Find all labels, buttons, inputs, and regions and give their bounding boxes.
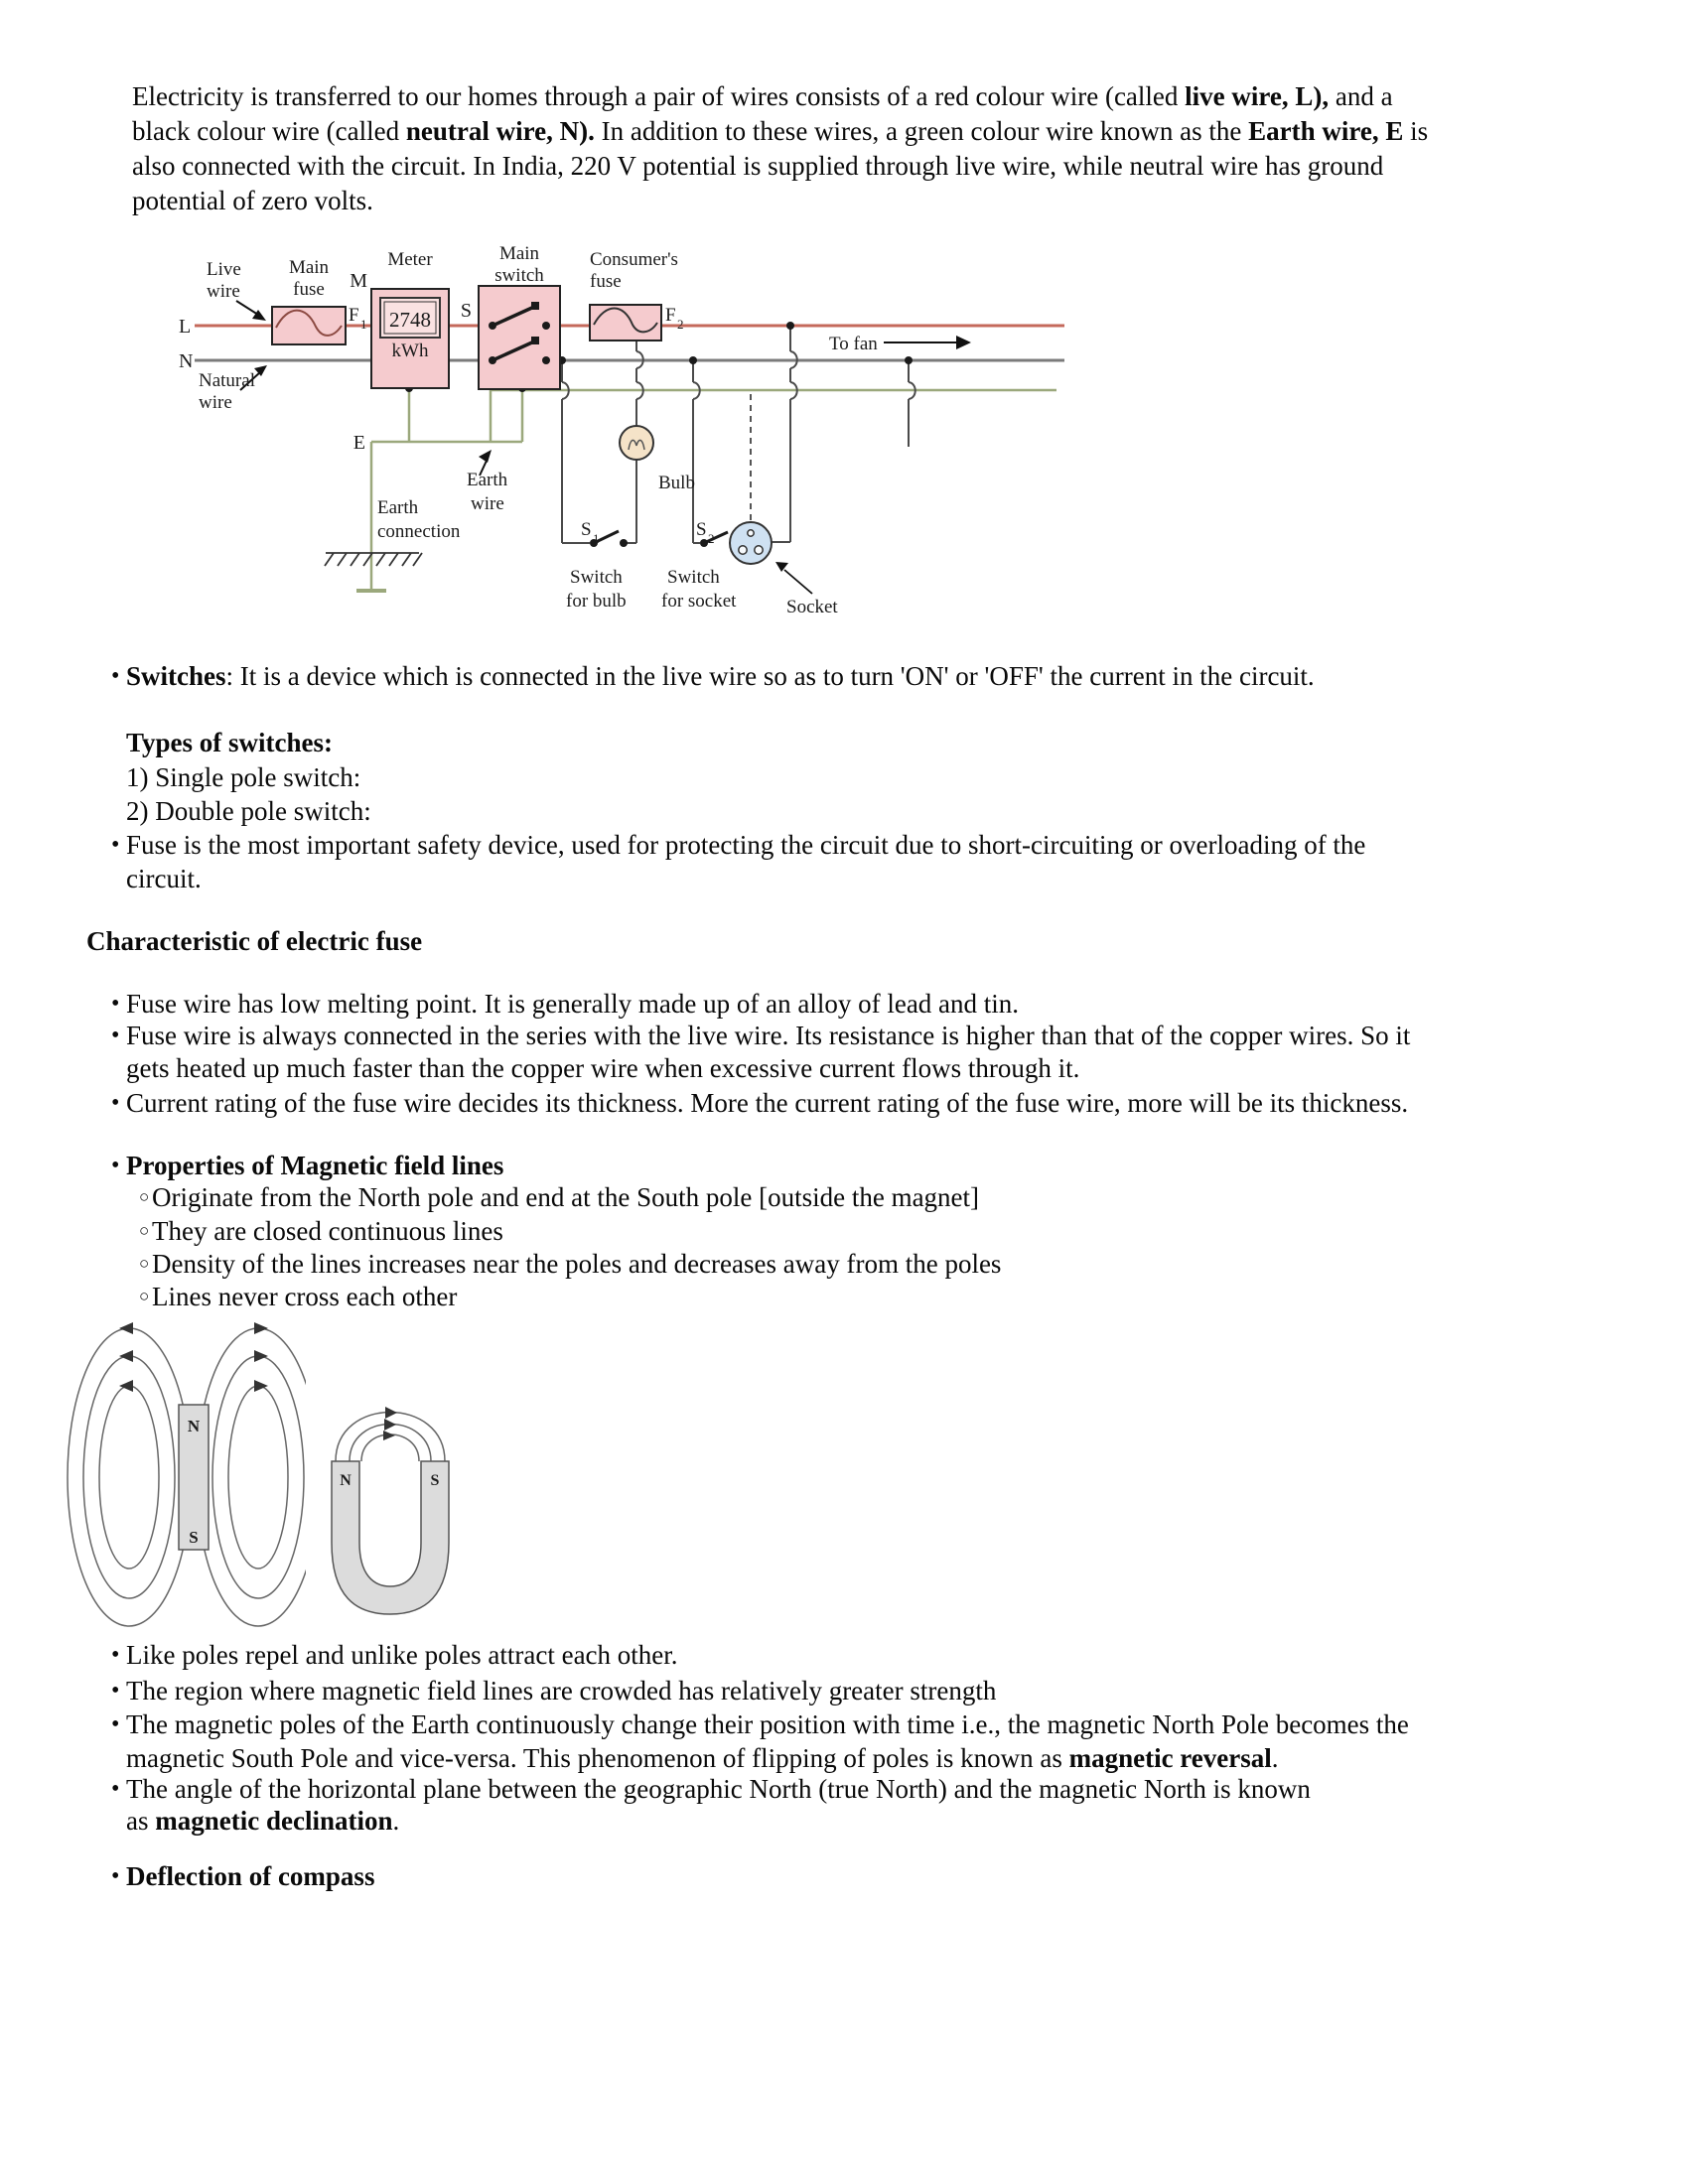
to-fan-label: To fan bbox=[829, 334, 878, 354]
bullet-dot-icon: • bbox=[111, 832, 120, 858]
m-label: M bbox=[350, 270, 367, 292]
consumer-fuse-label: Consumer's bbox=[590, 249, 678, 270]
bullet-fuse-point bbox=[111, 1086, 1408, 1120]
n-label: N bbox=[179, 350, 194, 372]
bulb-icon bbox=[620, 426, 653, 460]
bullet-magnet-point bbox=[111, 1674, 996, 1707]
sub-bullet-property bbox=[139, 1214, 503, 1248]
natural-wire-label: Natural bbox=[199, 370, 255, 391]
bar-magnet-south-label: S bbox=[189, 1528, 199, 1547]
l-label: L bbox=[179, 316, 192, 338]
earth-ground-hatching bbox=[325, 553, 422, 566]
switch-for-bulb-label: Switch bbox=[570, 567, 623, 588]
live-wire-label: Live bbox=[207, 259, 241, 280]
bullet-magnet-point bbox=[111, 1707, 1409, 1775]
switch-for-socket-label-2: for socket bbox=[661, 591, 737, 612]
earth-wire-label-2: wire bbox=[471, 493, 504, 514]
switch-for-socket-label: Switch bbox=[667, 567, 720, 588]
fuse-section-heading: Characteristic of electric fuse bbox=[86, 926, 423, 956]
bullet-fuse-point bbox=[111, 987, 1019, 1021]
bullet-switches-text: Switches: It is a device which is connected in the live wire so as to turn 'ON' or 'OFF' the current in the circuit. bbox=[126, 661, 1315, 691]
sub-bullet-property bbox=[139, 1280, 457, 1313]
main-fuse-label: Main bbox=[288, 257, 330, 278]
fuse-point-text: Current rating of the fuse wire decides its thickness. More the current rating of the fuse wire, more will be its thickness. bbox=[126, 1088, 1409, 1118]
main-switch-label-2: switch bbox=[494, 265, 544, 286]
bullet-fuse-point bbox=[111, 1020, 1410, 1085]
bullet-dot-icon: • bbox=[111, 1863, 120, 1889]
switch-for-bulb-label-2: for bulb bbox=[566, 591, 627, 612]
property-text: Originate from the North pole and end at the South pole [outside the magnet] bbox=[152, 1182, 980, 1212]
property-text: Density of the lines increases near the poles and decreases away from the poles bbox=[152, 1249, 1002, 1279]
bullet-dot-icon: • bbox=[111, 1642, 120, 1668]
bullet-dot-icon: • bbox=[111, 1153, 120, 1178]
field-direction-arrows bbox=[119, 1322, 268, 1392]
bar-magnet-north-label: N bbox=[187, 1417, 201, 1435]
bullet-dot-icon: • bbox=[111, 1090, 120, 1116]
s2-label: S bbox=[696, 519, 707, 540]
earth-connection-label: Earth bbox=[377, 497, 419, 518]
bullet-dot-icon: • bbox=[111, 1776, 120, 1802]
property-text: They are closed continuous lines bbox=[152, 1216, 503, 1246]
earth-wire-lines bbox=[356, 388, 1056, 591]
magnet-point-text: Like poles repel and unlike poles attract each other. bbox=[126, 1640, 678, 1670]
consumer-fuse-label-2: fuse bbox=[590, 271, 622, 292]
bullet-properties-heading bbox=[111, 1149, 503, 1182]
f2-label: F bbox=[665, 305, 676, 326]
fuse-point-text: Fuse wire is always connected in the series with the live wire. Its resistance is higher than that of the copper wires. So it gets heated up much faster than the copper wire when excessive current flows through it. bbox=[126, 1021, 1411, 1083]
intro-paragraph: Electricity is transferred to our homes through a pair of wires consists of a red colour wire (called live wire, L), and a black colour wire (called neutral wire, N). In addition to these wires, a green colour wire known as the Earth wire, E is also connected with the circuit. In India, 220 V potential is supplied through live wire, while neutral wire has ground potential of zero volts. bbox=[132, 81, 1429, 215]
e-label: E bbox=[352, 432, 365, 454]
switch-type-1: 1) Single pole switch: bbox=[126, 762, 361, 792]
switch-type-2: 2) Double pole switch: bbox=[126, 796, 371, 826]
s1-label: S bbox=[581, 519, 592, 540]
f1-subscript: 1 bbox=[360, 317, 367, 332]
f2-subscript: 2 bbox=[677, 317, 684, 332]
meter-reading-value: 2748 bbox=[389, 308, 431, 332]
branch-wires bbox=[562, 326, 915, 543]
f1-label: F bbox=[349, 305, 359, 326]
horseshoe-south-label: S bbox=[430, 1472, 440, 1489]
circle-bullet-icon: ○ bbox=[139, 1187, 150, 1206]
meter-component bbox=[371, 289, 449, 388]
sub-bullet-property bbox=[139, 1247, 1001, 1281]
bullet-magnet-point bbox=[111, 1638, 678, 1672]
circle-bullet-icon: ○ bbox=[139, 1254, 150, 1273]
circle-bullet-icon: ○ bbox=[139, 1221, 150, 1240]
meter-unit-label: kWh bbox=[391, 341, 429, 361]
bullet-dot-icon: • bbox=[111, 991, 120, 1017]
magnet-point-text: The angle of the horizontal plane between the geographic North (true North) and the magnetic North is known as magnetic declination. bbox=[126, 1774, 1311, 1836]
bullet-dot-icon: • bbox=[111, 1023, 120, 1048]
main-fuse-label-2: fuse bbox=[293, 279, 325, 300]
earth-connection-label-2: connection bbox=[377, 521, 461, 542]
types-of-switches-heading: Types of switches: bbox=[126, 728, 333, 757]
sub-bullet-property bbox=[139, 1180, 979, 1214]
bar-magnet-field-lines-figure bbox=[58, 1320, 306, 1630]
magnet-point-text: The magnetic poles of the Earth continuously change their position with time i.e., the magnetic North Pole becomes the magnetic South Pole and vice-versa. This phenomenon of flipping of poles is known as magnetic reversal. bbox=[126, 1709, 1409, 1773]
main-switch-label: Main bbox=[498, 243, 540, 264]
fuse-point-text: Fuse wire has low melting point. It is generally made up of an alloy of lead and tin. bbox=[126, 989, 1020, 1019]
consumer-fuse-component bbox=[590, 305, 661, 341]
magnet-point-text: The region where magnetic field lines are crowded has relatively greater strength bbox=[126, 1676, 997, 1706]
socket-icon bbox=[730, 522, 772, 564]
bulb-label: Bulb bbox=[658, 473, 695, 493]
bullet-dot-icon: • bbox=[111, 663, 120, 689]
bullet-dot-icon: • bbox=[111, 1711, 120, 1737]
s-label: S bbox=[460, 300, 472, 322]
bullet-dot-icon: • bbox=[111, 1678, 120, 1704]
live-wire-label-2: wire bbox=[207, 281, 240, 302]
deflection-text: Deflection of compass bbox=[126, 1861, 375, 1891]
s1-subscript: 1 bbox=[593, 531, 600, 546]
bullet-fuse-importance-text: Fuse is the most important safety device, used for protecting the circuit due to short-circuiting or overloading of the circuit. bbox=[126, 830, 1366, 893]
horseshoe-magnet-figure bbox=[326, 1392, 455, 1620]
earth-wire-label: Earth bbox=[467, 470, 508, 490]
circle-bullet-icon: ○ bbox=[139, 1287, 150, 1305]
socket-label: Socket bbox=[786, 597, 838, 617]
bullet-magnet-point bbox=[111, 1773, 1311, 1837]
horseshoe-north-label: N bbox=[340, 1472, 352, 1489]
household-circuit-diagram bbox=[177, 243, 1082, 620]
main-fuse-component bbox=[272, 307, 346, 344]
main-switch-component bbox=[479, 286, 560, 389]
properties-heading-text: Properties of Magnetic field lines bbox=[126, 1151, 504, 1180]
meter-label: Meter bbox=[387, 249, 433, 270]
property-text: Lines never cross each other bbox=[152, 1282, 458, 1311]
natural-wire-label-2: wire bbox=[199, 392, 232, 413]
bullet-switches bbox=[111, 659, 1315, 693]
bullet-deflection bbox=[111, 1859, 374, 1893]
s2-subscript: 2 bbox=[708, 531, 715, 546]
bullet-fuse-importance bbox=[111, 828, 1365, 895]
